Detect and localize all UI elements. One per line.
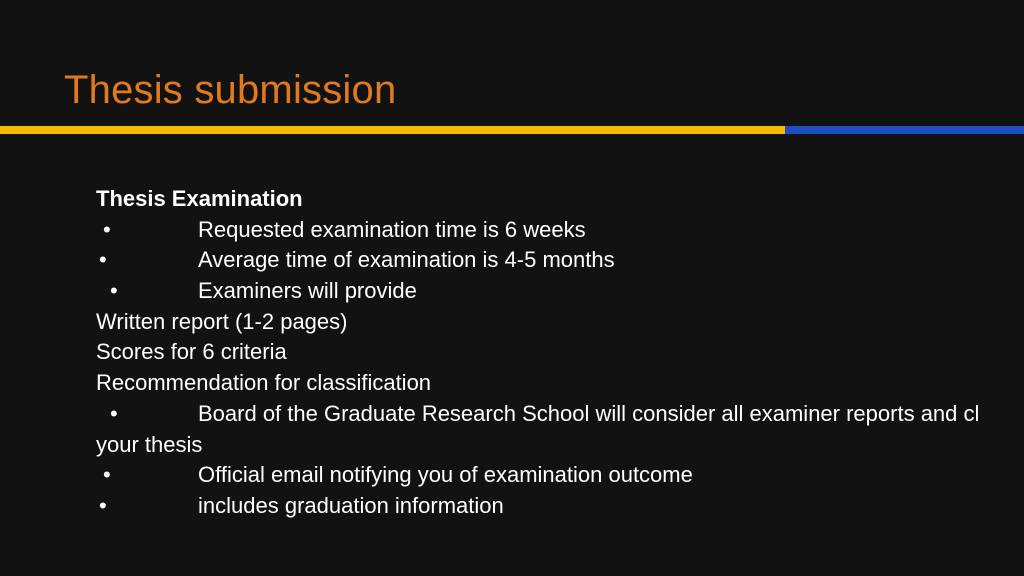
bullet-text: Requested examination time is 6 weeks xyxy=(198,216,586,242)
accent-bar-gold xyxy=(0,126,785,134)
bullet-text: Examiners will provide xyxy=(198,278,417,304)
accent-bar-blue xyxy=(785,126,1024,134)
bullet-item xyxy=(96,460,1024,491)
slide-body xyxy=(96,184,1024,522)
bullet-text: Average time of examination is 4-5 months xyxy=(198,247,615,273)
plain-line: your thesis xyxy=(96,431,203,457)
slide-title: Thesis submission xyxy=(64,68,397,112)
bullet-item xyxy=(96,215,1024,246)
section-heading: Thesis Examination xyxy=(96,186,303,211)
bullet-item xyxy=(96,491,1024,522)
bullet-glyph: • xyxy=(99,492,107,518)
bullet-glyph: • xyxy=(110,278,118,304)
bullet-item xyxy=(96,245,1024,276)
bullet-glyph: • xyxy=(103,216,111,242)
bullet-glyph: • xyxy=(99,247,107,273)
bullet-text: Official email notifying you of examination outcome xyxy=(198,462,693,488)
bullet-item xyxy=(96,276,1024,307)
bullet-glyph: • xyxy=(103,462,111,488)
bullet-item xyxy=(96,399,1024,430)
bullet-glyph: • xyxy=(110,400,118,426)
plain-line: Scores for 6 criteria xyxy=(96,339,287,365)
bullet-text: includes graduation information xyxy=(198,492,504,518)
plain-line: Written report (1-2 pages) xyxy=(96,308,348,334)
plain-line: Recommendation for classification xyxy=(96,370,432,396)
bullet-text: Board of the Graduate Research School will consider all examiner reports and cl xyxy=(198,400,980,426)
